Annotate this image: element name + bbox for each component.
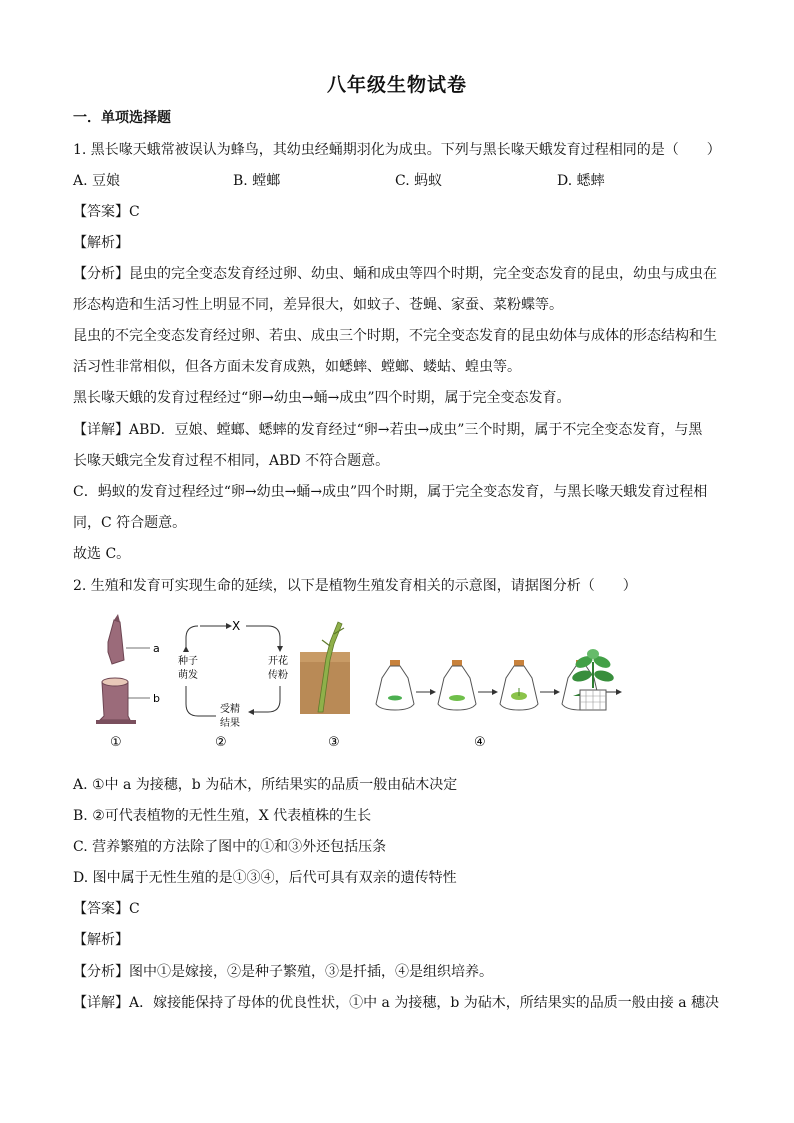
q1-analysis-line: 活习性非常相似，但各方面未发育成熟，如蟋蟀、螳螂、蝼蛄、蝗虫等。 [73, 359, 521, 375]
label-fruit: 结果 [220, 718, 240, 729]
label-germinate: 萌发 [178, 670, 198, 681]
question-1-stem: 1. 黑长喙天蛾常被误认为蜂鸟，其幼虫经蛹期羽化为成虫。下列与黑长喙天蛾发育过程相同的是（ ） [73, 142, 721, 158]
label-pollinate: 传粉 [268, 670, 288, 681]
q1-analysis-line: 长喙天蛾完全发育过程不相同，ABD 不符合题意。 [73, 453, 390, 469]
q1-option-a: A. 豆娘 [73, 173, 121, 189]
page-title: 八年级生物试卷 [326, 74, 467, 96]
label-fertilize: 受精 [220, 704, 240, 715]
q1-analysis-line: C．蚂蚁的发育过程经过“卵→幼虫→蛹→成虫”四个时期，属于完全变态发育，与黑长喙天蛾发育过程相 [73, 484, 708, 500]
cutting-figure [300, 622, 350, 714]
q1-option-b: B. 螳螂 [233, 173, 281, 189]
q2-option-d: D. 图中属于无性生殖的是①③④，后代可具有双亲的遗传特性 [73, 870, 457, 886]
q1-analysis-line: 【详解】ABD．豆娘、螳螂、蟋蟀的发育经过“卵→若虫→成虫”三个时期，属于不完全变态发育，与黑 [73, 422, 703, 438]
fig-number-3: ③ [328, 735, 340, 750]
seed-cycle-figure [178, 619, 288, 729]
q1-analysis-line: 故选 C。 [73, 546, 131, 562]
reproduction-diagram [90, 612, 630, 752]
q2-option-b: B. ②可代表植物的无性生殖，X 代表植株的生长 [73, 808, 372, 824]
q1-option-d: D. 蟋蟀 [557, 173, 605, 189]
question-2-stem: 2. 生殖和发育可实现生命的延续，以下是植物生殖发育相关的示意图，请据图分析（ ） [73, 578, 637, 594]
fig-number-4: ④ [474, 735, 486, 750]
q2-option-a: A. ①中 a 为接穗，b 为砧木，所结果实的品质一般由砧木决定 [73, 777, 458, 793]
label-seed: 种子 [178, 656, 198, 667]
label-x: X [232, 619, 241, 633]
fig-number-2: ② [215, 735, 227, 750]
label-b: b [153, 692, 160, 705]
q1-analysis-label: 【解析】 [73, 235, 129, 251]
q2-answer: 【答案】C [73, 901, 140, 917]
q1-answer: 【答案】C [73, 204, 140, 220]
q2-analysis-line: 【详解】A．嫁接能保持了母体的优良性状，①中 a 为接穗，b 为砧木，所结果实的品质一般由接 a 穗决 [73, 995, 720, 1011]
q2-option-c: C. 营养繁殖的方法除了图中的①和③外还包括压条 [73, 839, 387, 855]
q1-analysis-line: 黑长喙天蛾的发育过程经过“卵→幼虫→蛹→成虫”四个时期，属于完全变态发育。 [73, 390, 571, 406]
fig-number-1: ① [110, 735, 122, 750]
label-flower: 开花 [268, 656, 288, 667]
q1-option-c: C. 蚂蚁 [395, 173, 443, 189]
q2-analysis-line: 【分析】图中①是嫁接，②是种子繁殖，③是扦插，④是组织培养。 [73, 964, 493, 980]
q2-analysis-label: 【解析】 [73, 932, 129, 948]
q1-analysis-line: 同，C 符合题意。 [73, 515, 187, 531]
label-a: a [153, 642, 160, 655]
q1-analysis-line: 【分析】昆虫的完全变态发育经过卵、幼虫、蛹和成虫等四个时期，完全变态发育的昆虫，幼虫与成虫在 [73, 266, 717, 282]
section-heading: 一．单项选择题 [73, 110, 171, 126]
potted-plant [568, 648, 618, 718]
q1-analysis-line: 昆虫的不完全变态发育经过卵、若虫、成虫三个时期，不完全变态发育的昆虫幼体与成体的形态结构和生 [73, 328, 717, 344]
q1-analysis-line: 形态构造和生活习性上明显不同，差异很大，如蚊子、苍蝇、家蚕、菜粉蝶等。 [73, 297, 563, 313]
grafting-figure [96, 614, 160, 724]
